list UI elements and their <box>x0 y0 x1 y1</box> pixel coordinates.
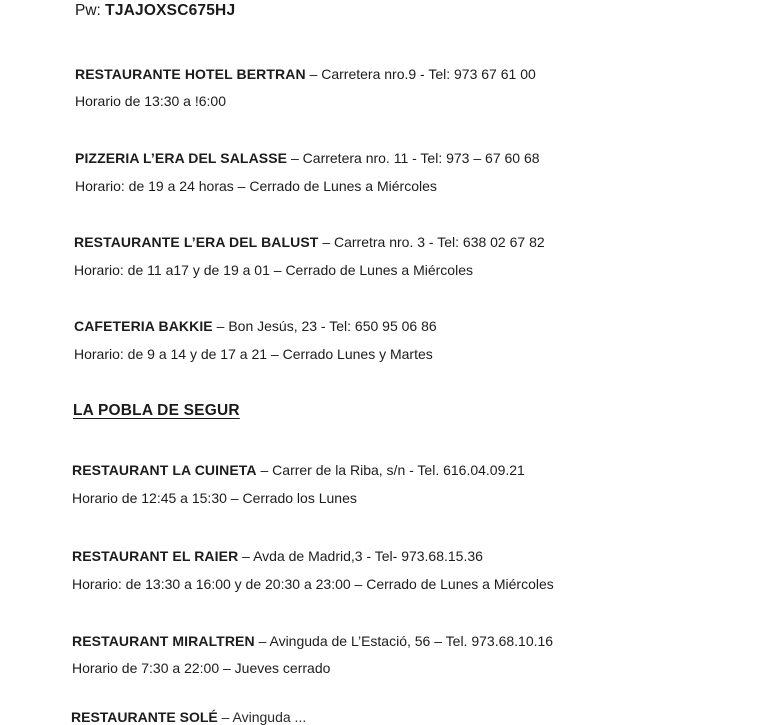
listing-name: RESTAURANTE SOLÉ <box>71 709 218 725</box>
listing-details: – Carretra nro. 3 - Tel: 638 02 67 82 <box>318 234 545 250</box>
listing-hours: Horario: de 19 a 24 horas – Cerrado de Lunes a Miércoles <box>75 178 437 194</box>
listing-details: – Carrer de la Riba, s/n - Tel. 616.04.09.21 <box>256 462 525 478</box>
listing-details: – Avinguda ... <box>217 709 307 725</box>
listing-cut-off <box>71 709 306 725</box>
listing-line <box>74 234 545 250</box>
listing-details: – Avinguda de L’Estació, 56 – Tel. 973.68.10.16 <box>254 633 554 649</box>
listing-name: RESTAURANT EL RAIER <box>72 548 239 564</box>
section-heading: LA POBLA DE SEGUR <box>73 402 240 419</box>
listing-line <box>74 318 437 334</box>
listing-details: – Bon Jesús, 23 - Tel: 650 95 06 86 <box>212 318 437 334</box>
password-value: TJAJOXSC675HJ <box>105 2 236 19</box>
listing-name: RESTAURANTE HOTEL BERTRAN <box>75 66 306 82</box>
password-line <box>75 2 235 20</box>
listing-name: CAFETERIA BAKKIE <box>74 318 213 334</box>
listing-details: – Carretera nro. 11 - Tel: 973 – 67 60 68 <box>287 150 540 166</box>
listing-hours: Horario: de 9 a 14 y de 17 a 21 – Cerrado Lunes y Martes <box>74 346 433 362</box>
listing-name: PIZZERIA L’ERA DEL SALASSE <box>75 150 288 166</box>
listing-name: RESTAURANTE L’ERA DEL BALUST <box>74 234 319 250</box>
listing-hours: Horario: de 11 a17 y de 19 a 01 – Cerrado de Lunes a Miércoles <box>74 262 473 278</box>
listing-hours: Horario de 13:30 a !6:00 <box>75 93 226 109</box>
listing-hours: Horario de 12:45 a 15:30 – Cerrado los Lunes <box>72 490 357 506</box>
listing-line <box>72 633 553 649</box>
listing-name: RESTAURANT MIRALTREN <box>72 633 255 649</box>
listing-details: – Avda de Madrid,3 - Tel- 973.68.15.36 <box>238 548 483 564</box>
listing-hours: Horario: de 13:30 a 16:00 y de 20:30 a 23:00 – Cerrado de Lunes a Miércoles <box>72 576 554 592</box>
listing-hours: Horario de 7:30 a 22:00 – Jueves cerrado <box>72 660 331 676</box>
listing-line <box>72 462 525 478</box>
listing-line <box>75 66 536 82</box>
listing-name: RESTAURANT LA CUINETA <box>72 462 257 478</box>
listing-line <box>72 548 483 564</box>
password-label: Pw: <box>75 2 101 19</box>
listing-details: – Carretera nro.9 - Tel: 973 67 61 00 <box>305 66 536 82</box>
listing-line <box>75 150 540 166</box>
